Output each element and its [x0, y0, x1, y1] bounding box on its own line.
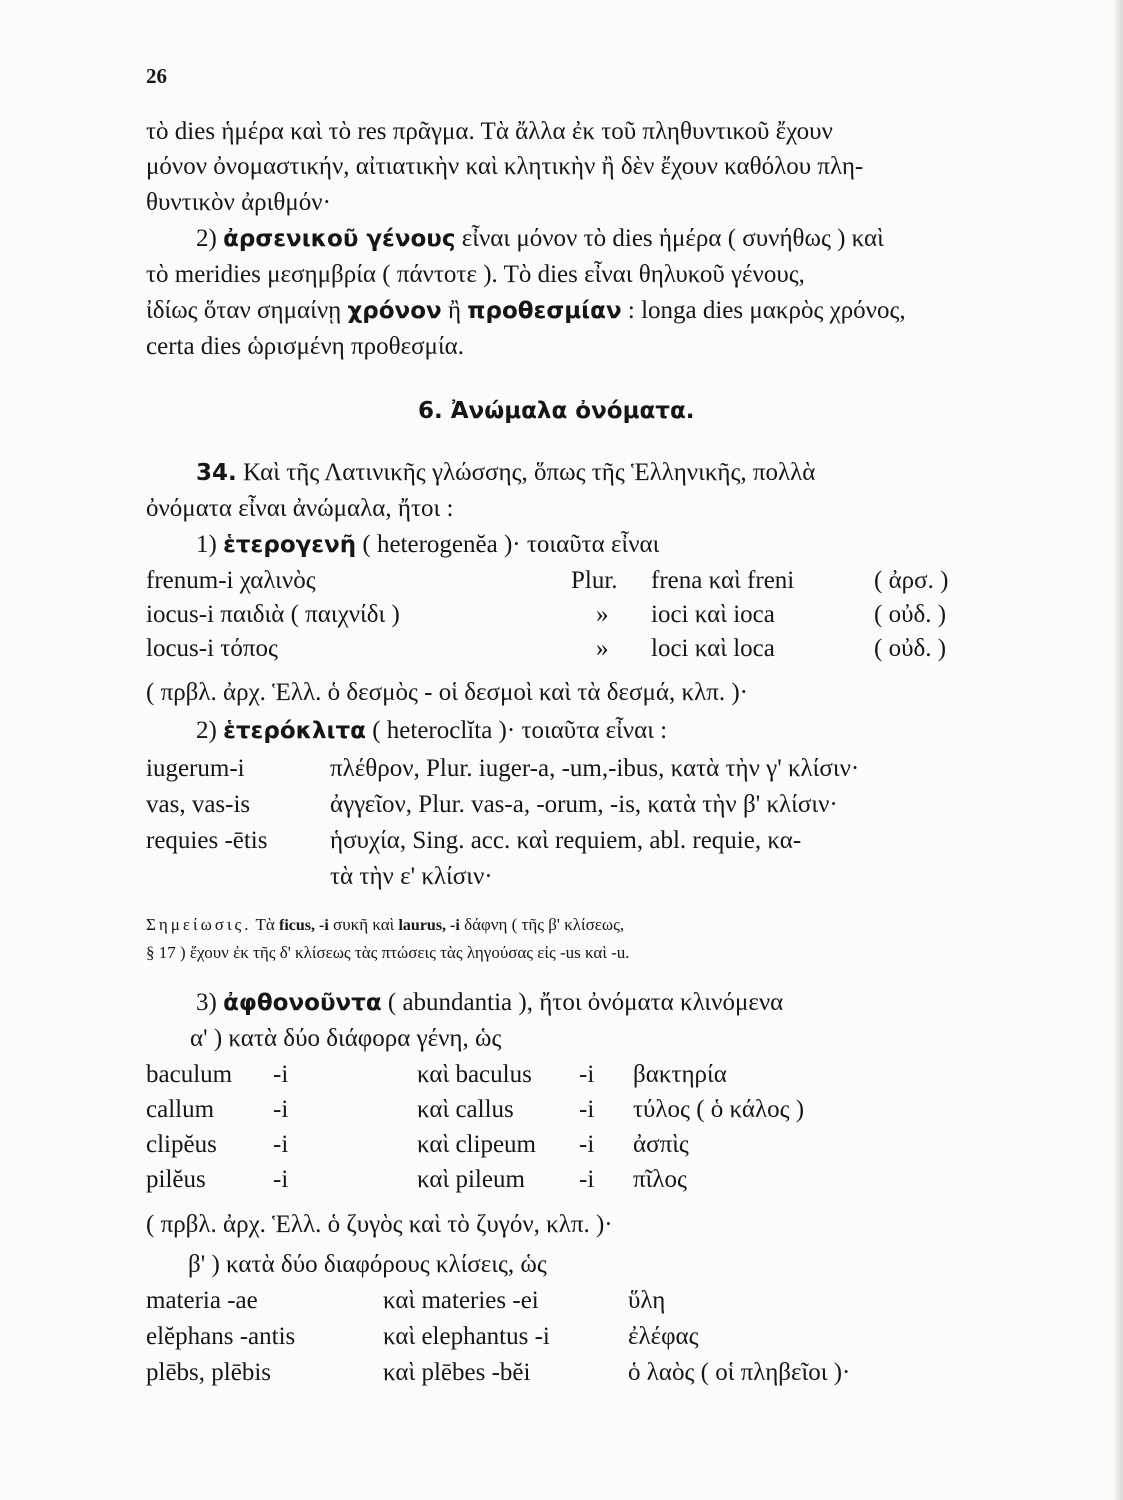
text-line: α' ) κατὰ δύο διάφορα γένη, ὡς [190, 1025, 502, 1052]
text-line [146, 296, 906, 326]
text-run: Καὶ τῆς Λατινικῆς γλώσσης, ὅπως τῆς Ἑλληνικῆς, πολλὰ [236, 459, 816, 486]
cell: iugerum-i [146, 755, 245, 782]
text-line [196, 530, 659, 560]
cell: pilĕus [146, 1166, 206, 1193]
cell: » [596, 601, 609, 628]
text-line: ( πρβλ. ἀρχ. Ἑλλ. ὁ δεσμὸς - οἱ δεσμοὶ καὶ τὰ δεσμά, κλπ. )· [146, 679, 748, 706]
table-row [146, 600, 1026, 630]
cell: iocus-i παιδιὰ ( παιχνίδι ) [146, 601, 400, 628]
table-row [146, 1165, 946, 1195]
cell: » [596, 635, 609, 662]
text-run: ( heteroclĭta )· τοιαῦτα εἶναι : [365, 717, 668, 744]
text-run: ( abundantia ), ἤτοι ὀνόματα κλινόμενα [381, 989, 784, 1016]
table-row [146, 790, 1036, 820]
cell: callum [146, 1096, 215, 1123]
table-row [146, 1358, 996, 1388]
cell: καὶ materies -ei [383, 1287, 539, 1314]
text-line: certa dies ὡρισμένη προθεσμία. [146, 333, 465, 360]
text-line: μόνον ὀνομαστικήν, αἰτιατικὴν καὶ κλητικὴν ἢ δὲν ἔχουν καθόλου πλη- [146, 153, 864, 180]
cell: plēbs, plēbis [146, 1359, 271, 1386]
page-edge-shadow [1113, 0, 1123, 1500]
cell: clipĕus [146, 1131, 217, 1158]
cell: baculum [146, 1061, 233, 1088]
cell: -i [273, 1096, 289, 1123]
text-line [196, 224, 884, 254]
section-title: 6. Ἀνώμαλα ὀνόματα. [418, 398, 695, 424]
text-run: ( heterogenĕa )· τοιαῦτα εἶναι [356, 531, 660, 558]
text-line [196, 716, 667, 746]
cell: frena καὶ freni [651, 567, 795, 594]
bold-term: ἑτερογενῆ [223, 532, 357, 558]
table-row [146, 1095, 946, 1125]
cell: -i [579, 1096, 595, 1123]
bold-term: ἑτερόκλιτα [223, 718, 366, 744]
cell: ( ἀρσ. ) [874, 567, 949, 594]
text-run: ἰδίως ὅταν σημαίνῃ [146, 297, 348, 324]
cell: καὶ clipeum [417, 1131, 536, 1158]
text-run: : longa dies μακρὸς χρόνος, [621, 297, 906, 324]
cell: Plur. [571, 567, 618, 594]
cell: -i [579, 1061, 595, 1088]
cell: ioci καὶ ioca [651, 601, 775, 628]
text-run: εἶναι μόνον τὸ dies ἡμέρα ( συνήθως ) καὶ [455, 225, 884, 252]
table-row [146, 1322, 996, 1352]
text-line: ( πρβλ. ἀρχ. Ἑλλ. ὁ ζυγὸς καὶ τὸ ζυγόν, κλπ. )· [146, 1211, 613, 1238]
paragraph-number: 34. [196, 460, 237, 486]
cell: καὶ pileum [417, 1166, 525, 1193]
cell: πῖλος [633, 1166, 687, 1193]
list-marker: 3) [196, 989, 224, 1016]
table-row [146, 826, 1036, 856]
cell: ὕλη [628, 1287, 666, 1314]
table-row [146, 566, 1026, 596]
cell: -i [273, 1131, 289, 1158]
cell: loci καὶ loca [651, 635, 775, 662]
cell: ( οὐδ. ) [874, 601, 947, 628]
remark-line: § 17 ) ἔχουν ἐκ τῆς δ' κλίσεως τὰς πτώσεις τὰς ληγούσας εἰς -us καὶ -u. [146, 943, 630, 962]
list-marker: 1) [196, 531, 224, 558]
bold-term: προθεσμίαν [467, 298, 622, 324]
text-run: Τὰ [251, 915, 280, 934]
cell: ἀγγεῖον, Plur. vas-a, -orum, -is, κατὰ τὴν β' κλίσιν· [330, 791, 838, 818]
cell: καὶ plēbes -bĕi [383, 1359, 531, 1386]
table-row [146, 754, 1036, 784]
table-row [146, 1286, 996, 1316]
remark-line [146, 914, 624, 937]
bold-term: ἀφθονοῦντα [223, 990, 382, 1016]
text-line: ὀνόματα εἶναι ἀνώμαλα, ἤτοι : [146, 495, 454, 522]
cell: πλέθρον, Plur. iuger-a, -um,-ibus, κατὰ τὴν γ' κλίσιν· [330, 755, 860, 782]
cell: requies -ētis [146, 827, 268, 854]
remark-label: Σημείωσις. [146, 915, 252, 934]
text-line: τὸ dies ἡμέρα καὶ τὸ res πρᾶγμα. Τὰ ἄλλα ἐκ τοῦ πληθυντικοῦ ἔχουν [146, 118, 833, 145]
cell: ἀσπὶς [633, 1131, 689, 1158]
cell: καὶ baculus [417, 1061, 532, 1088]
cell: -i [579, 1131, 595, 1158]
cell: elĕphans -antis [146, 1323, 296, 1350]
text-line [196, 988, 783, 1018]
text-line: θυντικὸν ἀριθμόν· [146, 189, 331, 216]
bold-term: ἀρσενικοῦ γένους [223, 226, 456, 252]
table-row [146, 1060, 946, 1090]
cell: vas, vas-is [146, 791, 251, 818]
text-run: ἢ [441, 297, 468, 324]
page-number: 26 [146, 64, 167, 88]
table-row [146, 634, 1026, 664]
cell: βακτηρία [633, 1061, 727, 1088]
cell: καὶ elephantus -i [383, 1323, 550, 1350]
cell: τὰ τὴν ε' κλίσιν· [330, 863, 493, 890]
cell: καὶ callus [417, 1096, 514, 1123]
bold-term: ficus, -i [279, 917, 329, 934]
cell: ἐλέφας [628, 1323, 699, 1350]
cell: τύλος ( ὁ κάλος ) [633, 1096, 805, 1123]
cell: -i [579, 1166, 595, 1193]
bold-term: χρόνον [347, 298, 442, 324]
list-marker: 2) [196, 225, 224, 252]
bold-term: laurus, -i [398, 917, 460, 934]
cell: ὁ λαὸς ( οἱ πληβεῖοι )· [628, 1359, 851, 1386]
cell: ἡσυχία, Sing. acc. καὶ requiem, abl. requie, κα- [330, 827, 802, 854]
cell: -i [273, 1166, 289, 1193]
table-row [146, 1130, 946, 1160]
cell: ( οὐδ. ) [874, 635, 947, 662]
text-line: β' ) κατὰ δύο διαφόρους κλίσεις, ὡς [188, 1251, 547, 1278]
cell: locus-i τόπος [146, 635, 278, 662]
table-row [146, 862, 1036, 892]
text-line: τὸ meridies μεσημβρία ( πάντοτε ). Τὸ dies εἶναι θηλυκοῦ γένους, [146, 261, 805, 288]
cell: materia -ae [146, 1287, 258, 1314]
cell: -i [273, 1061, 289, 1088]
cell: frenum-i χαλινὸς [146, 567, 316, 594]
text-run: δάφνη ( τῆς β' κλίσεως, [459, 915, 625, 934]
text-run: συκῆ καὶ [328, 915, 399, 934]
text-line [196, 458, 815, 488]
list-marker: 2) [196, 717, 224, 744]
